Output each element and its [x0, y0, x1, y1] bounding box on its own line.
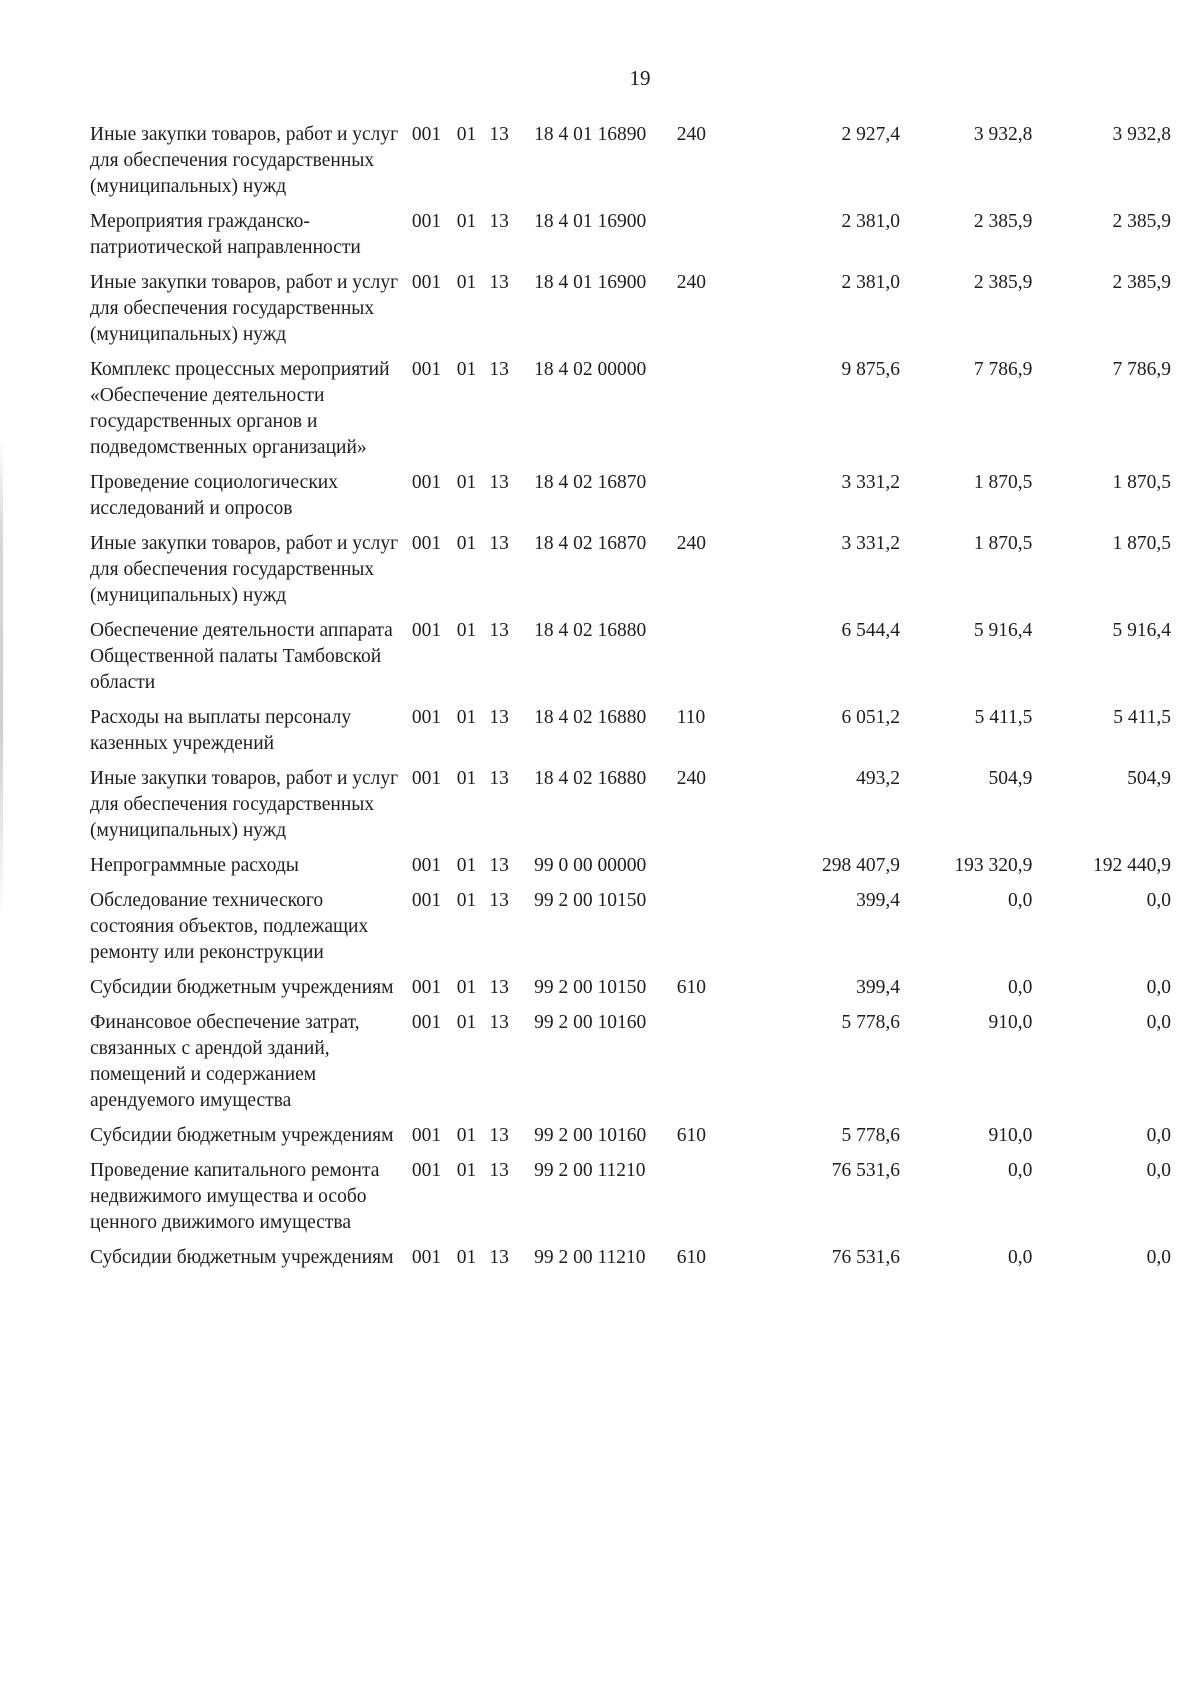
expense-type-code: 240: [676, 124, 707, 145]
expense-type-code: [677, 209, 738, 270]
section-code: 01: [456, 472, 477, 493]
subsection-code: 13: [489, 1125, 509, 1146]
amount-year-2: 7 786,9: [973, 359, 1033, 380]
target-article-code: 18 4 02 00000: [534, 359, 647, 380]
amount-year-3: 0,0: [1146, 1160, 1171, 1181]
subsection-code: 13: [489, 359, 509, 380]
subsection-code: 13: [489, 890, 509, 911]
section-code: 01: [456, 124, 477, 145]
amount-year-2: 910,0: [988, 1012, 1033, 1033]
subsection-code: 13: [489, 707, 509, 728]
expense-type-code: [677, 1158, 738, 1245]
target-article-code: 18 4 01 16900: [534, 272, 647, 293]
target-article-code: 18 4 02 16880: [534, 707, 647, 728]
amount-year-3: 7 786,9: [1112, 359, 1171, 380]
amount-year-1: 5 778,6: [841, 1012, 900, 1033]
section-code: 01: [456, 620, 477, 641]
subsection-code: 13: [489, 855, 509, 876]
expense-type-code: 610: [676, 1247, 707, 1268]
amount-year-1: 2 927,4: [841, 124, 900, 145]
expense-name: Комплекс процессных мероприятий «Обеспечение деятельности государственных органов и подведомственных организаций»: [90, 359, 390, 458]
ministry-code: 001: [411, 1160, 442, 1181]
expense-type-code: [677, 1010, 738, 1123]
amount-year-2: 2 385,9: [973, 211, 1033, 232]
section-code: 01: [456, 211, 477, 232]
amount-year-3: 1 870,5: [1112, 533, 1171, 554]
amount-year-3: 2 385,9: [1112, 211, 1171, 232]
amount-year-3: 1 870,5: [1112, 472, 1171, 493]
ministry-code: 001: [411, 359, 442, 380]
expense-type-code: 610: [676, 977, 707, 998]
expense-name: Иные закупки товаров, работ и услуг для обеспечения государственных (муниципальных) нужд: [90, 533, 399, 606]
table-row: [90, 1123, 1175, 1158]
amount-year-1: 76 531,6: [831, 1160, 900, 1181]
scan-edge-shadow: [0, 440, 3, 920]
amount-year-1: 3 331,2: [841, 472, 900, 493]
subsection-code: 13: [489, 472, 509, 493]
table-row: [90, 357, 1175, 470]
target-article-code: 18 4 01 16900: [534, 211, 647, 232]
expense-type-code: [677, 470, 738, 531]
amount-year-2: 0,0: [1008, 977, 1033, 998]
amount-year-2: 0,0: [1008, 1160, 1033, 1181]
amount-year-3: 5 411,5: [1113, 707, 1171, 728]
expense-name: Иные закупки товаров, работ и услуг для обеспечения государственных (муниципальных) нужд: [90, 124, 399, 197]
amount-year-1: 2 381,0: [841, 272, 900, 293]
amount-year-1: 298 407,9: [821, 855, 900, 876]
expense-type-code: [677, 888, 738, 975]
subsection-code: 13: [489, 1012, 509, 1033]
amount-year-2: 0,0: [1008, 890, 1033, 911]
section-code: 01: [456, 707, 477, 728]
amount-year-3: 504,9: [1127, 768, 1171, 789]
target-article-code: 99 2 00 10150: [534, 890, 647, 911]
expense-name: Финансовое обеспечение затрат, связанных с арендой зданий, помещений и содержанием арендуемого имущества: [90, 1012, 360, 1111]
expense-type-code: [677, 618, 738, 705]
target-article-code: 18 4 02 16880: [534, 620, 647, 641]
target-article-code: 99 2 00 11210: [534, 1247, 646, 1268]
ministry-code: 001: [411, 124, 442, 145]
subsection-code: 13: [489, 1247, 509, 1268]
expense-type-code: 240: [676, 272, 707, 293]
ministry-code: 001: [411, 472, 442, 493]
subsection-code: 13: [489, 620, 509, 641]
amount-year-3: 0,0: [1146, 1012, 1171, 1033]
amount-year-2: 1 870,5: [973, 472, 1033, 493]
expense-type-code: [677, 357, 738, 470]
amount-year-2: 910,0: [988, 1125, 1033, 1146]
table-row: [90, 531, 1175, 618]
subsection-code: 13: [489, 124, 509, 145]
ministry-code: 001: [411, 977, 442, 998]
target-article-code: 99 0 00 00000: [534, 855, 647, 876]
section-code: 01: [456, 1160, 477, 1181]
ministry-code: 001: [411, 272, 442, 293]
section-code: 01: [456, 1247, 477, 1268]
expense-name: Иные закупки товаров, работ и услуг для обеспечения государственных (муниципальных) нужд: [90, 272, 399, 345]
table-row: [90, 209, 1175, 270]
expense-name: Мероприятия гражданско-патриотической направленности: [90, 211, 361, 258]
ministry-code: 001: [411, 1012, 442, 1033]
expense-name: Иные закупки товаров, работ и услуг для обеспечения государственных (муниципальных) нужд: [90, 768, 399, 841]
ministry-code: 001: [411, 855, 442, 876]
amount-year-1: 9 875,6: [841, 359, 900, 380]
table-body: [90, 122, 1175, 1280]
target-article-code: 99 2 00 10150: [534, 977, 647, 998]
ministry-code: 001: [411, 620, 442, 641]
amount-year-3: 2 385,9: [1112, 272, 1171, 293]
table-row: [90, 1245, 1175, 1280]
ministry-code: 001: [411, 768, 442, 789]
section-code: 01: [456, 768, 477, 789]
amount-year-3: 3 932,8: [1112, 124, 1171, 145]
section-code: 01: [456, 272, 477, 293]
table-row: [90, 888, 1175, 975]
table-row: [90, 270, 1175, 357]
table-row: [90, 1158, 1175, 1245]
subsection-code: 13: [489, 1160, 509, 1181]
target-article-code: 99 2 00 10160: [534, 1012, 647, 1033]
amount-year-1: 3 331,2: [841, 533, 900, 554]
amount-year-2: 5 916,4: [973, 620, 1033, 641]
target-article-code: 18 4 02 16870: [534, 533, 647, 554]
expense-name: Непрограммные расходы: [90, 855, 299, 876]
ministry-code: 001: [411, 890, 442, 911]
amount-year-3: 0,0: [1146, 1247, 1171, 1268]
section-code: 01: [456, 359, 477, 380]
table-row: [90, 766, 1175, 853]
subsection-code: 13: [489, 768, 509, 789]
target-article-code: 99 2 00 10160: [534, 1125, 647, 1146]
subsection-code: 13: [489, 533, 509, 554]
expense-name: Обследование технического состояния объектов, подлежащих ремонту или реконструкции: [90, 890, 369, 963]
expense-name: Проведение капитального ремонта недвижимого имущества и особо ценного движимого имущества: [90, 1160, 380, 1233]
expense-type-code: [677, 853, 738, 888]
section-code: 01: [456, 533, 477, 554]
section-code: 01: [456, 855, 477, 876]
section-code: 01: [456, 977, 477, 998]
target-article-code: 18 4 02 16880: [534, 768, 647, 789]
amount-year-2: 3 932,8: [973, 124, 1033, 145]
subsection-code: 13: [489, 977, 509, 998]
table-row: [90, 122, 1175, 209]
page-number: 19: [629, 66, 651, 90]
amount-year-3: 0,0: [1146, 890, 1171, 911]
amount-year-2: 2 385,9: [973, 272, 1033, 293]
amount-year-1: 6 544,4: [841, 620, 900, 641]
ministry-code: 001: [411, 533, 442, 554]
ministry-code: 001: [411, 1125, 442, 1146]
expense-name: Субсидии бюджетным учреждениям: [90, 1247, 394, 1268]
amount-year-1: 399,4: [856, 977, 900, 998]
table-row: [90, 975, 1175, 1010]
section-code: 01: [456, 1012, 477, 1033]
section-code: 01: [456, 1125, 477, 1146]
section-code: 01: [456, 890, 477, 911]
amount-year-2: 0,0: [1008, 1247, 1033, 1268]
expense-name: Расходы на выплаты персоналу казенных учреждений: [90, 707, 352, 754]
amount-year-1: 493,2: [856, 768, 900, 789]
subsection-code: 13: [489, 211, 509, 232]
expense-name: Субсидии бюджетным учреждениям: [90, 977, 394, 998]
amount-year-3: 0,0: [1146, 1125, 1171, 1146]
expense-name: Проведение социологических исследований и опросов: [90, 472, 338, 519]
amount-year-1: 5 778,6: [841, 1125, 900, 1146]
target-article-code: 99 2 00 11210: [534, 1160, 646, 1181]
expense-type-code: 610: [676, 1125, 707, 1146]
expense-name: Обеспечение деятельности аппарата Общественной палаты Тамбовской области: [90, 620, 393, 693]
expense-type-code: 240: [676, 533, 707, 554]
table-row: [90, 705, 1175, 766]
subsection-code: 13: [489, 272, 509, 293]
table-row: [90, 618, 1175, 705]
table-row: [90, 1010, 1175, 1123]
amount-year-1: 399,4: [856, 890, 900, 911]
amount-year-3: 192 440,9: [1093, 855, 1171, 876]
ministry-code: 001: [411, 707, 442, 728]
table-row: [90, 853, 1175, 888]
amount-year-2: 1 870,5: [973, 533, 1033, 554]
amount-year-2: 504,9: [988, 768, 1033, 789]
expense-type-code: 110: [676, 707, 706, 728]
amount-year-1: 2 381,0: [841, 211, 900, 232]
amount-year-1: 6 051,2: [841, 707, 900, 728]
expense-type-code: 240: [676, 768, 707, 789]
table-row: [90, 470, 1175, 531]
amount-year-3: 0,0: [1146, 977, 1171, 998]
ministry-code: 001: [411, 1247, 442, 1268]
target-article-code: 18 4 02 16870: [534, 472, 647, 493]
amount-year-3: 5 916,4: [1112, 620, 1171, 641]
ministry-code: 001: [411, 211, 442, 232]
amount-year-2: 5 411,5: [974, 707, 1033, 728]
target-article-code: 18 4 01 16890: [534, 124, 647, 145]
budget-table: [90, 122, 1175, 1280]
expense-name: Субсидии бюджетным учреждениям: [90, 1125, 394, 1146]
amount-year-2: 193 320,9: [954, 855, 1033, 876]
amount-year-1: 76 531,6: [831, 1247, 900, 1268]
